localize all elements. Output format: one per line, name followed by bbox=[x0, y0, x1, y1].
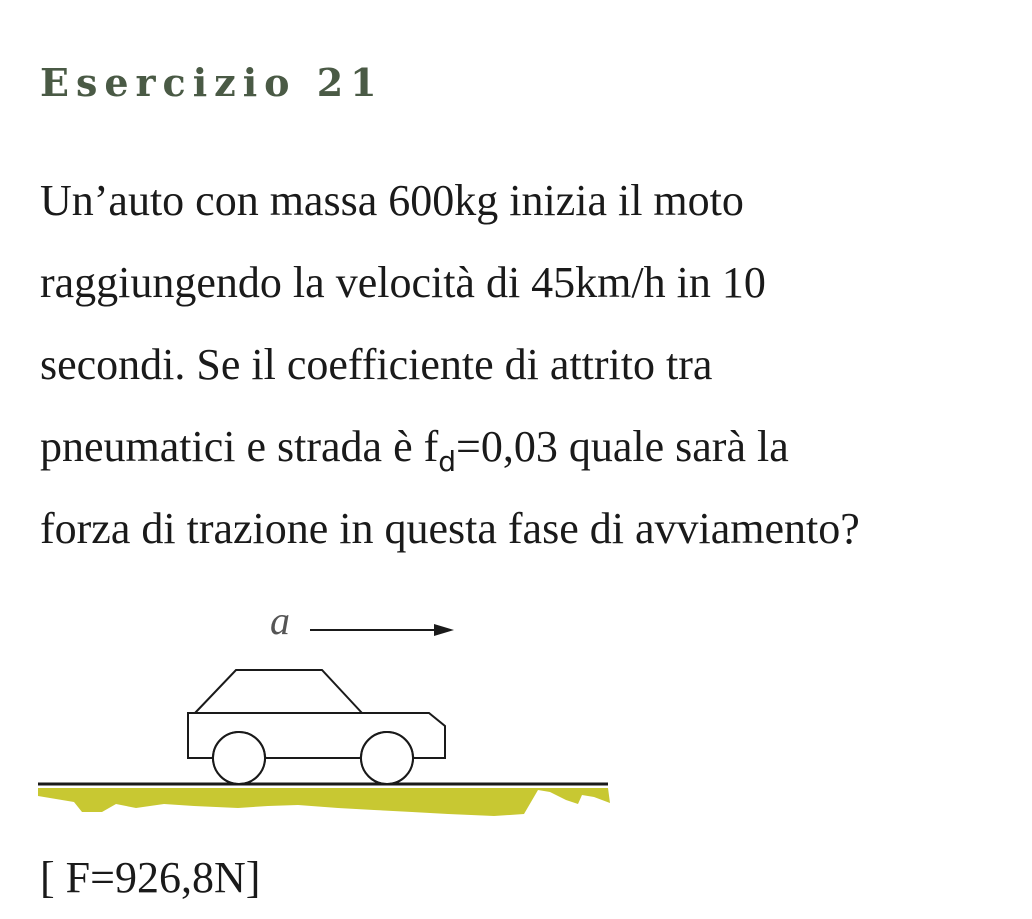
friction-subscript: d bbox=[438, 445, 457, 478]
problem-line-4-end: =0,03 quale sarà la bbox=[456, 422, 789, 471]
problem-line-1: Un’auto con massa 600kg inizia il moto bbox=[40, 176, 744, 225]
rear-wheel-fill bbox=[214, 733, 264, 783]
ground-surface bbox=[38, 788, 610, 816]
answer: [ F=926,8N] bbox=[40, 853, 261, 902]
car-diagram bbox=[38, 600, 613, 820]
acceleration-label: a bbox=[270, 600, 290, 643]
acceleration-arrowhead bbox=[434, 624, 454, 636]
front-wheel-fill bbox=[362, 733, 412, 783]
problem-statement bbox=[40, 160, 1030, 570]
problem-line-5: forza di trazione in questa fase di avviamento? bbox=[40, 504, 860, 553]
problem-line-4-start: pneumatici e strada è f bbox=[40, 422, 439, 471]
exercise-title: Esercizio 21 bbox=[40, 60, 384, 105]
car-diagram-svg bbox=[38, 600, 613, 820]
problem-line-4 bbox=[40, 406, 1030, 488]
problem-line-2: raggiungendo la velocità di 45km/h in 10 bbox=[40, 258, 766, 307]
car-cabin bbox=[195, 670, 362, 713]
problem-line-3: secondi. Se il coefficiente di attrito tra bbox=[40, 340, 713, 389]
